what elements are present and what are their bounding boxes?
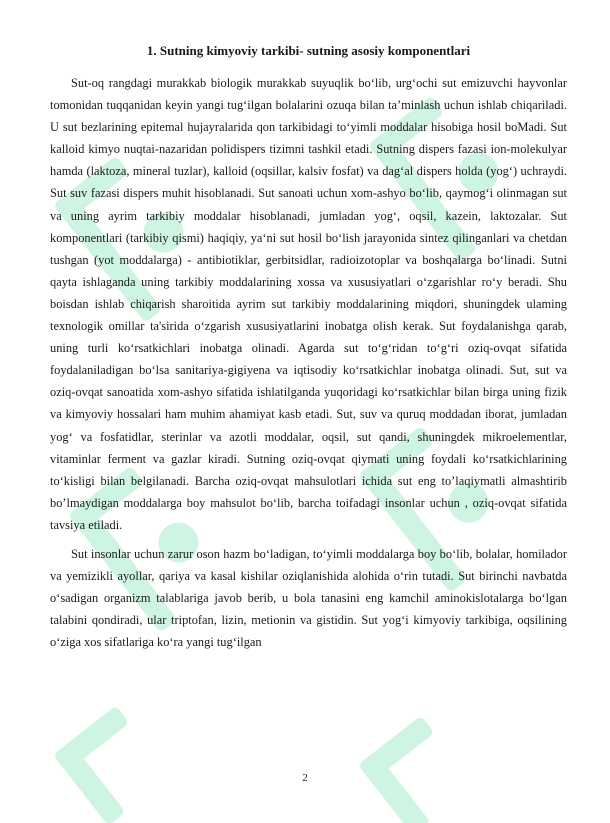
document-body bbox=[50, 40, 567, 660]
page-number: 2 bbox=[302, 772, 308, 784]
paragraph: Sut-oq rangdagi murakkab biologik murakkab suyuqlik bo‘lib, urg‘ochi sut emizuvchi hayvonlar tomonidan tuqqanidan keyin yangi tug‘ilgan bolalarini ozuqa bilan ta’minlash uchun ishlab chiqariladi. U sut bezlarining epitemal hujayralarida qon tarkibidagi to‘yimli moddalar hisobiga hosil boMadi. Sut kalloid kimyo nuqtai-nazaridan polidispers tizimni tashkil etadi. Sutning dispers fazasi ion-molekulyar hamda (laktoza, mineral tuzlar), kalloid (oqsillar, kalsiv fosfat) va dag‘al dispers holda (yog‘) uchraydi. Sut suv fazasi dispers muhit hisoblanadi. Sut sanoati uchun xom-ashyo bo‘lib, qaymog‘i olinmagan sut va uning ayrim tarkibiy moddalar hisoblanadi, jumladan yog‘, oqsil, kazein, laktozalar. Sut komponentlari (tarkibiy qismi) haqiqiy, ya‘ni sut hosil bo‘lish jarayonida sintez qilinganlari va chetdan tushgan (yot moddalarga) - antibiotiklar, gerbitsidlar, radioizotoplar va boshqalarga bo‘linadi. Sutni qayta ishlaganda uning tarkibiy moddalarining xossa va xususiyatlari o‘zgarishlar ro‘y beradi. Shu boisdan ishlab chiqarish sharoitida ayrim sut tarkibiy moddalarining miqdori, shuningdek ulaming texnologik omillar ta'sirida o‘zgarish xususiyatlarini inobatga olish kerak. Sut foydalanishga qarab, uning turli ko‘rsatkichlari inobatga olinadi. Agarda sut to‘g‘ridan to‘g‘ri oziq-ovqat sifatida foydalaniladigan bo‘lsa sanitariya-gigiyena va iqtisodiy ko‘rsatkichlar inobatga olinadi. Sut, sut va oziq-ovqat sanoatida xom-ashyo sifatida ishlatilganda yuqoridagi ko‘rsatkichlar bilan birga uning fizik va kimyoviy hossalari ham muhim ahamiyat kasb etadi. Sut, suv va quruq moddadan iborat, jumladan yog‘ va fosfatidlar, sterinlar va azotli moddalar, oqsil, sut qandi, shuningdek mikroelementlar, vitaminlar ferment va gazlar kiradi. Sutning oziq-ovqat qiymati uning foydali ko‘rsatkichlarining to‘kisligi bilan belgilanadi. Barcha oziq-ovqat mahsulotlari ichida sut eng to’laqiymatli almashtirib bo’lmaydigan moddalarga boy mahsulot bo‘lib, barcha toifadagi insonlar uchun , oziq-ovqat sifatida tavsiya etiladi. bbox=[50, 76, 567, 532]
paragraph: Sut insonlar uchun zarur oson hazm bo‘ladigan, to‘yimli moddalarga boy bo‘lib, bolalar, homilador va yemizikli ayollar, qariya va kasal kishilar oziqlanishida alohida o‘rin tutadi. Sut birinchi navbatda o‘sadigan organizm talablariga javob berib, u bola tanasini eng kamchil aminokislotalarga bo‘lgan talabini qondiradi, ular triptofan, lizin, metionin va gistidin. Sut yog‘i kimyoviy tarkibiga, oqsilining o‘ziga xos sifatlariga ko‘ra yangi tug‘ilgan bbox=[50, 546, 567, 650]
section-heading: 1. Sutning kimyoviy tarkibi- sutning asosiy komponentlari bbox=[146, 43, 471, 58]
